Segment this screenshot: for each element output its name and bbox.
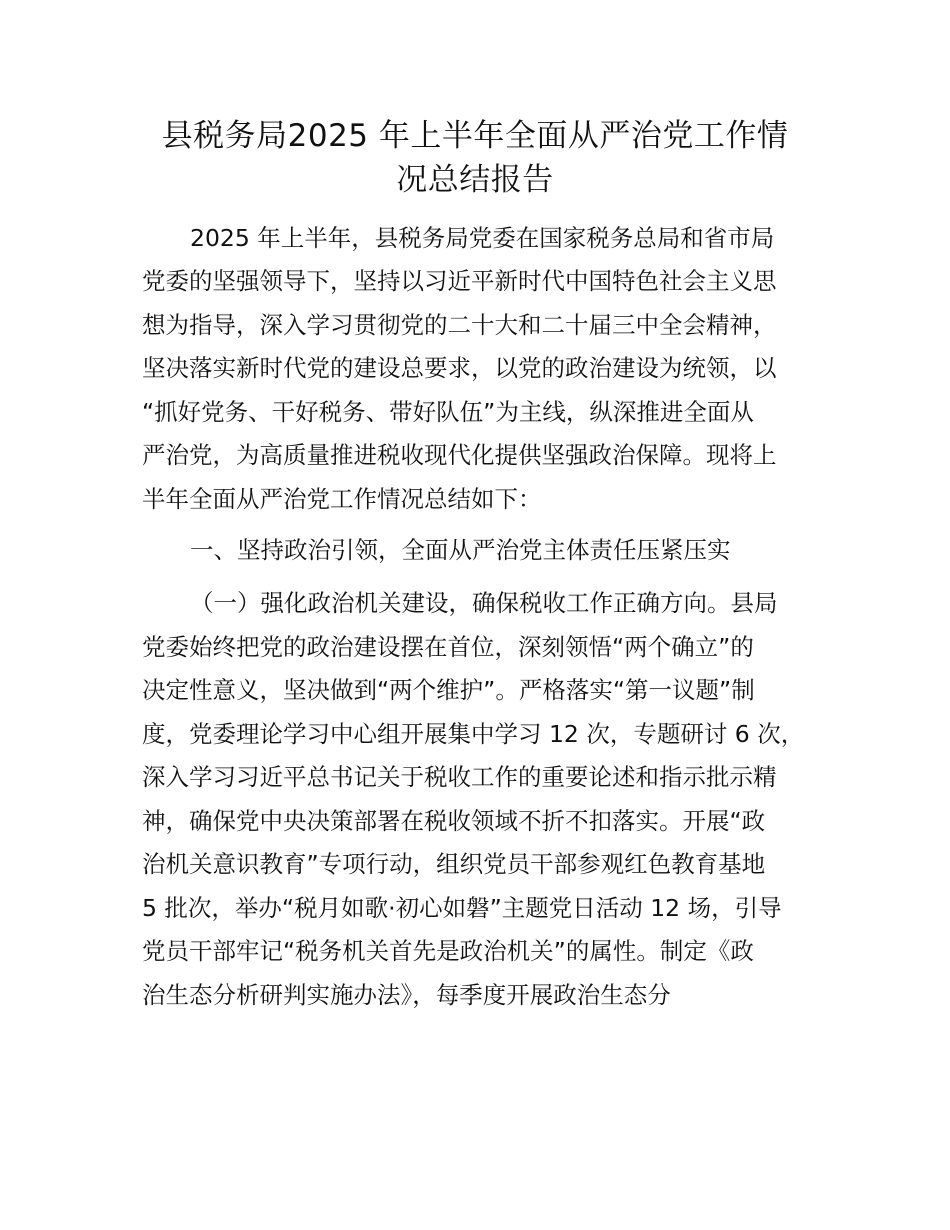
intro-line-4: 坚决落实新时代党的建设总要求，以党的政治建设为统领，以 [142,354,777,382]
subsection-1-line-2: 党委始终把党的政治建设摆在首位，深刻领悟“两个确立”的 [142,633,754,661]
intro-line-1: 2025 年上半年，县税务局党委在国家税务总局和省市局 [190,224,775,252]
intro-line-6: 严治党，为高质量推进税收现代化提供坚强政治保障。现将上 [142,441,777,469]
intro-line-5: “抓好党务、干好税务、带好队伍”为主线，纵深推进全面从 [142,398,754,426]
subsection-1-line-7: 治机关意识教育”专项行动，组织党员干部参观红色教育基地 [142,850,766,878]
report-title-line-2: 况总结报告 [396,162,554,198]
subsection-1-line-10: 治生态分析研判实施办法》，每季度开展政治生态分 [142,981,671,1009]
subsection-1-line-4: 度，党委理论学习中心组开展集中学习 12 次，专题研讨 6 次， [142,720,805,748]
subsection-1-line-6: 神，确保党中央决策部署在税收领域不折不扣落实。开展“政 [142,807,766,835]
subsection-1-line-1: （一）强化政治机关建设，确保税收工作正确方向。县局 [190,589,778,617]
intro-line-7: 半年全面从严治党工作情况总结如下： [142,485,542,513]
report-title-line-1: 县税务局2025 年上半年全面从严治党工作情 [161,118,789,154]
section-1-heading: 一、坚持政治引领，全面从严治党主体责任压紧压实 [190,536,731,564]
intro-line-2: 党委的坚强领导下，坚持以习近平新时代中国特色社会主义思 [142,267,777,295]
subsection-1-line-5: 深入学习习近平总书记关于税收工作的重要论述和指示批示精 [142,763,777,791]
subsection-1-line-8: 5 批次，举办“税月如歌·初心如磐”主题党日活动 12 场，引导 [142,894,782,922]
intro-line-3: 想为指导，深入学习贯彻党的二十大和二十届三中全会精神， [142,311,777,339]
subsection-1-line-3: 决定性意义，坚决做到“两个维护”。严格落实“第一议题”制 [142,676,755,704]
subsection-1-line-9: 党员干部牢记“税务机关首先是政治机关”的属性。制定《政 [142,937,754,965]
